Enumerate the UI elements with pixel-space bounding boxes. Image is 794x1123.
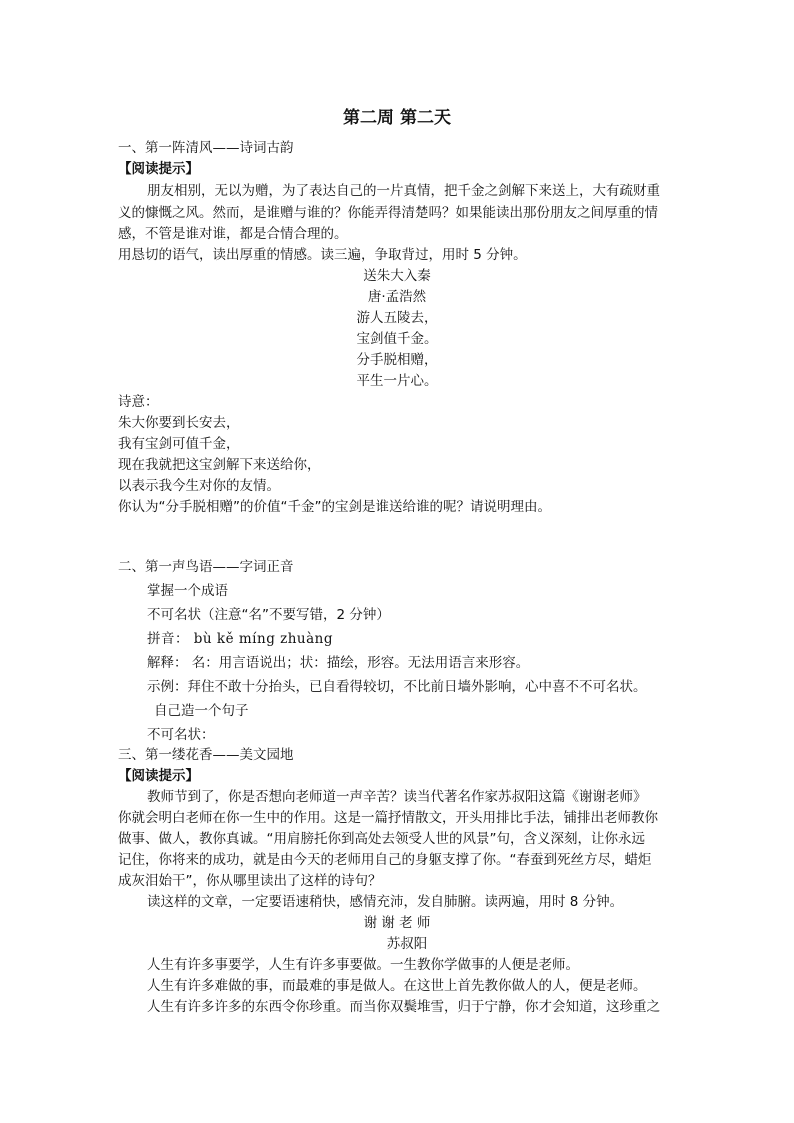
section-3-intro-line: 记住，你将来的成功，就是由今天的老师用自己的身躯支撑了你。“春蚕到死丝方尽，蜡炬 <box>118 852 652 868</box>
section-3-tip-label: 【阅读提示】 <box>118 768 199 784</box>
section-3-intro-line: 做事、做人，教你真诚。“用肩膀托你到高处去领受人世的风景”句，含义深刻，让你永远 <box>118 831 645 847</box>
essay-author: 苏叔阳 <box>386 936 428 952</box>
essay-title: 谢 谢 老 师 <box>363 915 431 931</box>
meaning-line: 现在我就把这宝剑解下来送给你， <box>118 457 321 473</box>
essay-line: 人生有许多事要学，人生有许多事要做。一生教你学做事的人便是老师。 <box>147 957 579 973</box>
meaning-line: 我有宝剑可值千金， <box>118 436 240 452</box>
essay-line: 人生有许多许多的东西令你珍重。而当你双鬓堆雪，归于宁静，你才会知道，这珍重之 <box>147 999 660 1015</box>
section-3-instruction: 读这样的文章，一定要语速稍快，感情充沛，发自肺腑。读两遍，用时 8 分钟。 <box>147 894 624 910</box>
pinyin-line: 拼音： bù kě míng zhuàng <box>147 631 334 647</box>
essay-line: 人生有许多难做的事，而最难的事是做人。在这世上首先教你做人的人，便是老师。 <box>147 978 647 994</box>
section-3-intro-line: 成灰泪始干”，你从哪里读出了这样的诗句？ <box>118 873 382 889</box>
section-2-heading: 二、第一声鸟语——字词正音 <box>118 559 294 575</box>
section-1-intro-line: 感，不管是谁对谁，都是合情合理的。 <box>118 226 348 242</box>
poem-author: 唐·孟浩然 <box>367 289 427 305</box>
section-2-line: 不可名状（注意“名”不要写错，2 分钟） <box>147 607 390 623</box>
section-1-tip-label: 【阅读提示】 <box>118 161 199 177</box>
poem-title: 送朱大入秦 <box>363 268 431 284</box>
section-2-line: 掌握一个成语 <box>147 583 228 599</box>
section-3-heading: 三、第一缕花香——美文园地 <box>118 747 294 763</box>
section-1-intro-line: 义的慷慨之风。然而，是谁赠与谁的？你能弄得清楚吗？如果能读出那份朋友之间厚重的情 <box>118 205 658 221</box>
meaning-line: 以表示我今生对你的友情。 <box>118 478 280 494</box>
section-1-intro-line: 朋友相别，无以为赠，为了表达自己的一片真情，把千金之剑解下来送上，大有疏财重 <box>147 183 660 199</box>
example-line: 示例：拜住不敢十分抬头，已自看得较切，不比前日墙外影响，心中喜不不可名状。 <box>147 679 647 695</box>
section-3-intro-line: 你就会明白老师在你一生中的作用。这是一篇抒情散文，开头用排比手法，铺排出老师教你 <box>118 810 658 826</box>
section-1-heading: 一、第一阵清风——诗词古韵 <box>118 140 294 156</box>
meaning-line: 朱大你要到长安去， <box>118 415 240 431</box>
poem-line: 宝剑值千金。 <box>356 331 438 347</box>
meaning-label: 诗意： <box>118 394 159 410</box>
exercise-answer-line: 不可名状： <box>147 727 215 743</box>
poem-line: 平生一片心。 <box>356 373 438 389</box>
poem-line: 分手脱相赠， <box>356 352 438 368</box>
page-title: 第二周 第二天 <box>343 108 451 128</box>
exercise-prompt: 自己造一个句子 <box>154 703 249 719</box>
definition-line: 解释： 名：用言语说出；状：描绘，形容。无法用语言来形容。 <box>147 655 530 671</box>
poem-line: 游人五陵去， <box>356 310 438 326</box>
meaning-question: 你认为“分手脱相赠”的价值“千金”的宝剑是谁送给谁的呢？请说明理由。 <box>118 499 551 515</box>
section-1-instruction: 用恳切的语气，读出厚重的情感。读三遍，争取背过，用时 5 分钟。 <box>118 247 527 263</box>
section-3-intro-line: 教师节到了，你是否想向老师道一声辛苦？读当代著名作家苏叔阳这篇《谢谢老师》 <box>147 789 647 805</box>
